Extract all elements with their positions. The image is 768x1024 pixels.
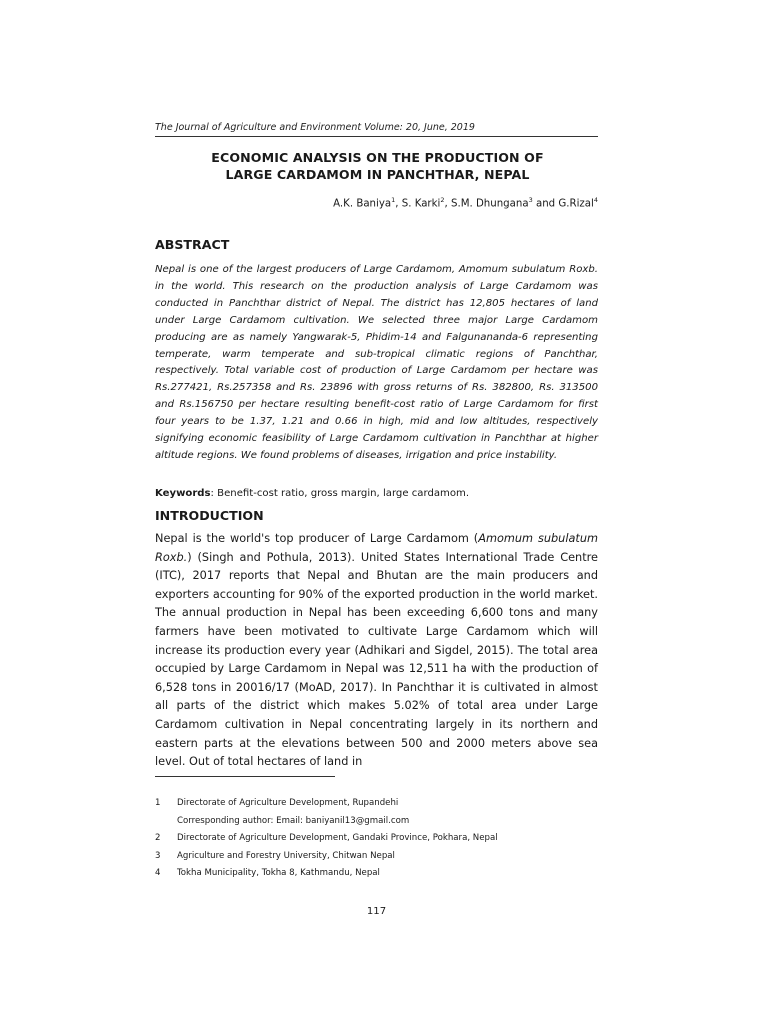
author-separator: , xyxy=(444,198,451,210)
keywords-line xyxy=(155,487,598,501)
author-name: G.Rizal xyxy=(558,198,594,210)
footnotes xyxy=(155,795,598,883)
footnote xyxy=(155,813,598,831)
footnote-text: Corresponding author: Email: baniyanil13@gmail.com xyxy=(177,815,410,826)
author-name: A.K. Baniya xyxy=(333,198,392,210)
page-number: 117 xyxy=(366,906,387,917)
abstract-heading: ABSTRACT xyxy=(155,237,230,252)
species-name: Amomum subulatum Roxb. xyxy=(155,532,599,564)
footnote-text: Directorate of Agriculture Development, Rupandehi xyxy=(177,798,399,808)
paper-title xyxy=(155,149,600,183)
affiliation-mark: 2 xyxy=(440,196,445,204)
introduction-body xyxy=(155,530,598,772)
footnote-text: Directorate of Agriculture Development, Gandaki Province, Pokhara, Nepal xyxy=(177,833,498,843)
affiliation-mark: 1 xyxy=(391,196,396,204)
footnote-divider xyxy=(155,776,335,777)
journal-header: The Journal of Agriculture and Environment Volume: 20, June, 2019 xyxy=(155,122,598,137)
abstract-body: Nepal is one of the largest producers of Large Cardamom, Amomum subulatum Roxb. in the world. This research on the production analysis of Large Cardamom was conducted in Panchthar district of Nepal. The district has 12,805 hectares of land under Large Cardamom cultivation. We selected three major Large Cardamom producing are as namely Yangwarak-5, Phidim-14 and Falgunananda-6 representing temperate, warm temperate and sub-tropical climatic regions of Panchthar, respectively. Total variable cost of production of Large Cardamom per hectare was Rs.277421, Rs.257358 and Rs. 23896 with gross returns of Rs. 382800, Rs. 313500 and Rs.156750 per hectare resulting benefit-cost ratio of Large Cardamom for first four years to be 1.37, 1.21 and 0.66 in high, mid and low altitudes, respectively signifying economic feasibility of Large Cardamom cultivation in Panchthar at higher altitude regions. We found problems of diseases, irrigation and price instability. xyxy=(155,264,598,461)
author-list xyxy=(333,196,598,209)
author-separator: , xyxy=(395,198,402,210)
affiliation-mark: 4 xyxy=(593,196,598,204)
footnote-number: 2 xyxy=(155,833,161,843)
footnote-number: 4 xyxy=(155,868,161,878)
intro-text-part: ) (Singh and Pothula, 2013). United States International Trade Centre (ITC), 2017 reports that Nepal and Bhutan are the main producers and exporters accounting for 90% of the exported production in the world market. The annual production in Nepal has been exceeding 6,600 tons and many farmers have been motivated to cultivate Large Cardamom which will increase its production every year (Adhikari and Sigdel, 2015). The total area occupied by Large Cardamom in Nepal was 12,511 ha with the production of 6,528 tons in 20016/17 (MoAD, 2017). In Panchthar it is cultivated in almost all parts of the district which makes 5.02% of total area under Large Cardamom cultivation in Nepal concentrating largely in its northern and eastern parts at the elevations between 500 and 2000 meters above sea level. Out of total hectares of land in xyxy=(155,550,598,769)
title-line-2: LARGE CARDAMOM IN PANCHTHAR, NEPAL xyxy=(225,167,530,182)
intro-text-part: Nepal is the world's top producer of Large Cardamom ( xyxy=(155,532,479,545)
author-name: S. Karki xyxy=(401,198,441,210)
title-line-1: ECONOMIC ANALYSIS ON THE PRODUCTION OF xyxy=(211,150,544,165)
footnote xyxy=(155,848,598,866)
footnote-text: Tokha Municipality, Tokha 8, Kathmandu, Nepal xyxy=(177,868,380,878)
affiliation-mark: 3 xyxy=(528,196,533,204)
introduction-heading: INTRODUCTION xyxy=(155,508,264,523)
footnote-number: 1 xyxy=(155,798,161,808)
author-name: S.M. Dhungana xyxy=(450,198,529,210)
footnote-number: 3 xyxy=(155,850,161,861)
footnote xyxy=(155,830,598,848)
keywords-label: Keywords xyxy=(155,488,211,499)
footnote-text: Agriculture and Forestry University, Chitwan Nepal xyxy=(177,850,395,861)
keywords-text: : Benefit-cost ratio, gross margin, large cardamom. xyxy=(210,488,470,499)
footnote-number xyxy=(155,813,177,831)
footnote xyxy=(155,865,598,883)
footnote xyxy=(155,795,598,813)
author-separator: and xyxy=(532,198,559,210)
